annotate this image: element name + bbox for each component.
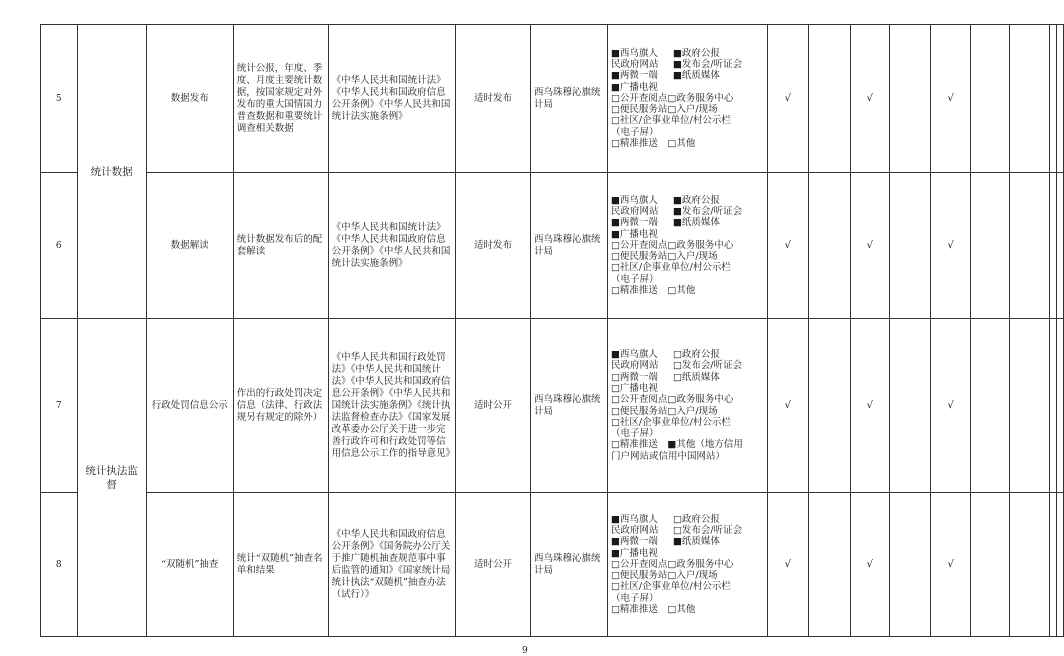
channel-option: □精准推送 □其他 [610,285,696,297]
check-cell [809,319,850,493]
row-channels [607,25,767,173]
channel-option: ■两微一端 [610,536,658,548]
channel-option: □公开查阅点□政务服务中心 [610,558,734,570]
table-row [41,493,1064,637]
channel-option: □精准推送 ■其他（地方信用 [610,439,743,451]
check-cell [890,493,931,637]
channel-option: （电子屏） [610,428,659,440]
row-subject: 西乌珠穆沁旗统计局 [530,25,607,173]
channel-line [611,536,764,547]
channel-line [611,127,764,138]
channel-option: □便民服务站□入户/现场 [610,251,718,263]
channel-option: 民政府网站 [610,360,659,372]
row-subject: 西乌珠穆沁旗统计局 [530,173,607,319]
check-cell: √ [931,173,971,319]
check-cell: √ [767,319,809,493]
row-category: 统计执法监督 [77,319,146,637]
row-subject: 西乌珠穆沁旗统计局 [530,493,607,637]
channel-option: （电子屏） [610,273,659,285]
channel-line [611,285,764,296]
check-cell [971,25,1010,173]
channel-line [611,439,764,450]
row-content: 统计数据发布后的配套解读 [233,173,328,319]
channel-line [611,262,764,273]
channel-option: □精准推送 □其他 [610,604,696,616]
row-basis: 《中华人民共和国统计法》《中华人民共和国政府信息公开条例》《中华人民共和国统计法实施条例》 [328,173,455,319]
empty-cell [1057,319,1064,493]
channel-line [611,138,764,149]
channel-option: □政府公报 [672,349,720,361]
channel-option: ■广播电视 [610,547,658,559]
row-seq: 8 [41,493,78,637]
check-cell [971,493,1010,637]
table-row [41,25,1064,173]
channel-option: 民政府网站 [610,58,659,70]
check-cell: √ [767,493,809,637]
channel-line [611,195,764,206]
row-basis: 《中华人民共和国统计法》《中华人民共和国政府信息公开条例》《中华人民共和国统计法实施条例》 [328,25,455,173]
channel-line [611,274,764,285]
row-seq: 7 [41,319,78,493]
channel-option: □便民服务站□入户/现场 [610,570,718,582]
channel-line [611,559,764,570]
check-cell: √ [931,25,971,173]
channel-line [611,59,764,70]
channel-option: □发布会/听证会 [672,524,743,536]
row-content: 统计公报，年度、季度、月度主要统计数据，按国家规定对外发布的重大国情国力普查数据和重要统计调查相关数据 [233,25,328,173]
channel-option: ■政府公报 [672,47,720,59]
channel-line [611,451,764,462]
row-timing: 适时发布 [455,173,530,319]
channel-option: □发布会/听证会 [672,360,743,372]
channel-option: □社区/企事业单位/村公示栏 [610,416,731,428]
row-basis: 《中华人民共和国政府信息公开条例》《国务院办公厅关于推广随机抽查规范事中事后监管的通知》《国家统计局统计执法“双随机”抽查办法（试行）》 [328,493,455,637]
channel-option: 民政府网站 [610,524,659,536]
channel-line [611,394,764,405]
channel-option: ■广播电视 [610,228,658,240]
row-channels [607,493,767,637]
empty-cell [1050,493,1057,637]
check-cell: √ [850,493,890,637]
empty-cell [1010,173,1050,319]
channel-option: □两微一端 [610,371,658,383]
channel-line [611,525,764,536]
channel-line [611,104,764,115]
channel-option: ■纸质媒体 [672,217,720,229]
channel-line [611,82,764,93]
row-item: 数据解读 [146,173,233,319]
row-seq: 5 [41,25,78,173]
channel-option: ■西乌旗人 [610,194,658,206]
channel-line [611,48,764,59]
channel-option: ■广播电视 [610,81,658,93]
channel-line [611,417,764,428]
channel-option: ■西乌旗人 [610,513,658,525]
row-subject: 西乌珠穆沁旗统计局 [530,319,607,493]
channel-option: ■发布会/听证会 [672,58,743,70]
channel-option: ■西乌旗人 [610,47,658,59]
channel-option: □精准推送 □其他 [610,138,696,150]
check-cell: √ [767,173,809,319]
channel-option: □便民服务站□入户/现场 [610,405,718,417]
check-cell [971,319,1010,493]
check-cell: √ [850,173,890,319]
channel-option: □政府公报 [672,513,720,525]
channel-line [611,570,764,581]
row-category: 统计数据 [77,25,146,319]
check-cell: √ [767,25,809,173]
channel-option: □社区/企事业单位/村公示栏 [610,115,731,127]
row-channels [607,319,767,493]
check-cell: √ [850,25,890,173]
row-item: 行政处罚信息公示 [146,319,233,493]
table-row [41,319,1064,493]
row-content: 统计“双随机”抽查名单和结果 [233,493,328,637]
row-timing: 适时公开 [455,493,530,637]
check-cell [890,319,931,493]
row-seq: 6 [41,173,78,319]
channel-option: ■政府公报 [672,194,720,206]
check-cell [890,25,931,173]
channel-line [611,93,764,104]
channel-line [611,383,764,394]
channel-option: ■西乌旗人 [610,349,658,361]
page-number: 9 [522,646,528,656]
empty-cell [1057,493,1064,637]
channel-option: ■纸质媒体 [672,70,720,82]
row-timing: 适时公开 [455,319,530,493]
check-cell [809,25,850,173]
channel-line [611,514,764,525]
channel-option: □公开查阅点□政务服务中心 [610,394,734,406]
channel-line [611,406,764,417]
channel-option: ■纸质媒体 [672,536,720,548]
channel-line [611,115,764,126]
check-cell [890,173,931,319]
channel-line [611,372,764,383]
channel-option: □便民服务站□入户/现场 [610,104,718,116]
empty-cell [1050,173,1057,319]
channel-line [611,581,764,592]
channel-option: （电子屏） [610,592,659,604]
channel-option: 民政府网站 [610,205,659,217]
empty-cell [1057,173,1064,319]
disclosure-table [40,24,1064,637]
channel-line [611,229,764,240]
channel-line [611,206,764,217]
row-item: 数据发布 [146,25,233,173]
channel-option: □广播电视 [610,382,658,394]
empty-cell [1010,493,1050,637]
empty-cell [1010,319,1050,493]
channel-line [611,360,764,371]
row-timing: 适时发布 [455,25,530,173]
channel-option: □纸质媒体 [672,371,720,383]
channel-line [611,428,764,439]
channel-option: （电子屏） [610,126,659,138]
empty-cell [1010,25,1050,173]
channel-line [611,604,764,615]
channel-line [611,70,764,81]
channel-option: ■两微一端 [610,217,658,229]
table-row [41,173,1064,319]
check-cell [971,173,1010,319]
check-cell [809,493,850,637]
empty-cell [1050,25,1057,173]
empty-cell [1050,319,1057,493]
channel-option: 门户网站或信用中国网站） [610,450,725,462]
check-cell: √ [931,319,971,493]
channel-option: ■两微一端 [610,70,658,82]
channel-line [611,593,764,604]
channel-option: □公开查阅点□政务服务中心 [610,239,734,251]
check-cell: √ [931,493,971,637]
empty-cell [1057,25,1064,173]
channel-line [611,251,764,262]
channel-line [611,217,764,228]
channel-option: □社区/企事业单位/村公示栏 [610,581,731,593]
row-content: 作出的行政处罚决定信息（法律、行政法规另有规定的除外） [233,319,328,493]
channel-option: □公开查阅点□政务服务中心 [610,92,734,104]
row-item: “双随机”抽查 [146,493,233,637]
channel-option: ■发布会/听证会 [672,205,743,217]
channel-line [611,349,764,360]
row-channels [607,173,767,319]
channel-line [611,548,764,559]
channel-option: □社区/企事业单位/村公示栏 [610,262,731,274]
check-cell: √ [850,319,890,493]
row-basis: 《中华人民共和国行政处罚法》《中华人民共和国统计法》《中华人民共和国政府信息公开条例》《中华人民共和国统计法实施条例》《统计执法监督检查办法》《国家发展改革委办公厅关于进一步完善行政许可和行政处罚等信用信息公示工作的指导意见》 [328,319,455,493]
channel-line [611,240,764,251]
check-cell [809,173,850,319]
